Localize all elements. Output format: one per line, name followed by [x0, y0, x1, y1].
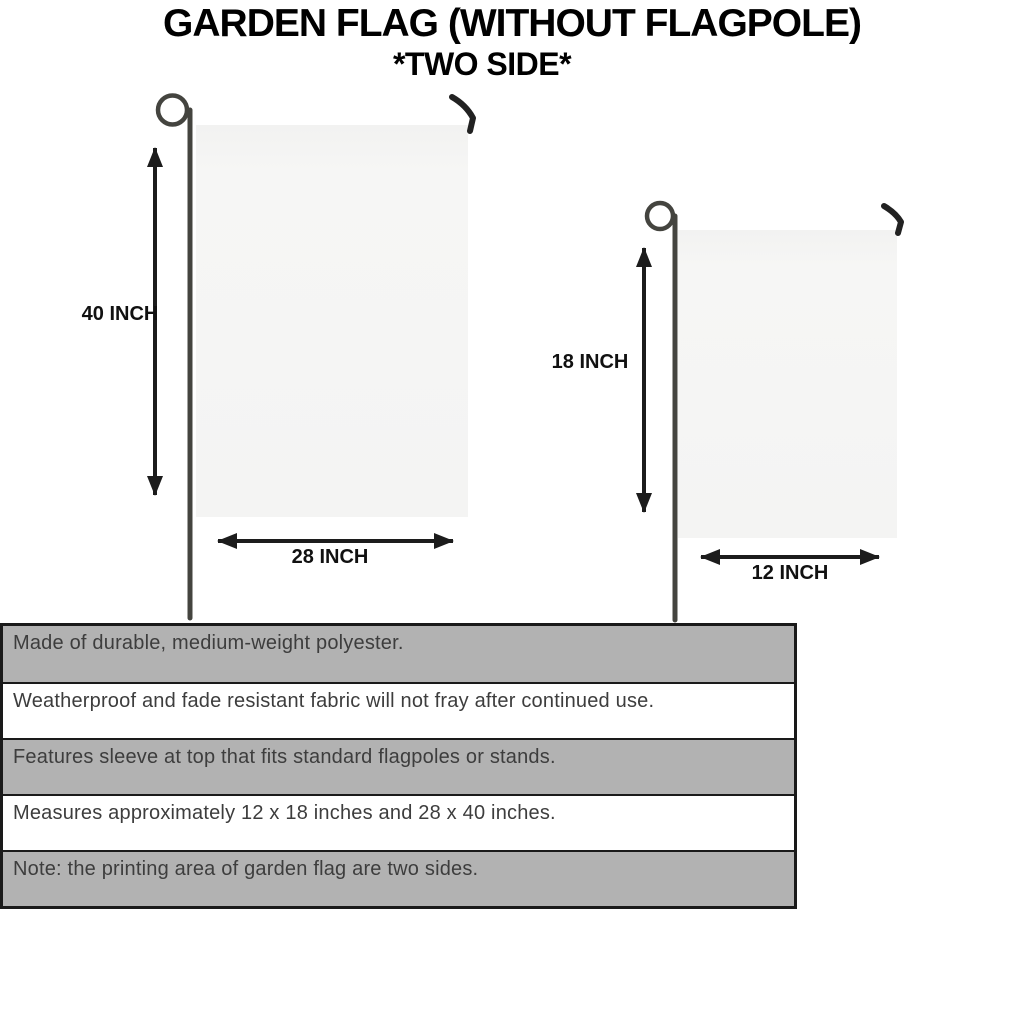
spec-row-text: Note: the printing area of garden flag are two sides.: [13, 858, 479, 880]
spec-table: [0, 623, 797, 909]
small-flag-hook: [884, 206, 901, 233]
spec-row-sleeve: [3, 738, 794, 794]
spec-row-material: [3, 626, 794, 682]
small-flag-pole-loop: [647, 203, 673, 229]
large-flag-pole-loop: [158, 96, 187, 125]
title-line-2: *TWO SIDE*: [392, 45, 572, 82]
spec-row-weatherproof: [3, 682, 794, 738]
small-flag-height-label: 18 INCH: [551, 351, 629, 373]
spec-row-measures: [3, 794, 794, 850]
spec-row-text: Made of durable, medium-weight polyester.: [13, 632, 404, 654]
spec-row-text: Measures approximately 12 x 18 inches and 28 x 40 inches.: [13, 802, 556, 824]
large-flag-width-label: 28 INCH: [291, 546, 369, 568]
title-line-1: GARDEN FLAG (WITHOUT FLAGPOLE): [163, 2, 861, 45]
large-flag-canvas: [196, 125, 468, 517]
small-flag-assembly: [644, 203, 901, 620]
small-flag-width-label: 12 INCH: [751, 562, 829, 584]
spec-row-note: [3, 850, 794, 906]
large-flag-height-label: 40 INCH: [81, 303, 159, 325]
spec-row-text: Features sleeve at top that fits standard flagpoles or stands.: [13, 746, 556, 768]
spec-row-text: Weatherproof and fade resistant fabric will not fray after continued use.: [13, 690, 655, 712]
large-flag-assembly: [155, 96, 473, 619]
small-flag-canvas: [678, 230, 897, 538]
